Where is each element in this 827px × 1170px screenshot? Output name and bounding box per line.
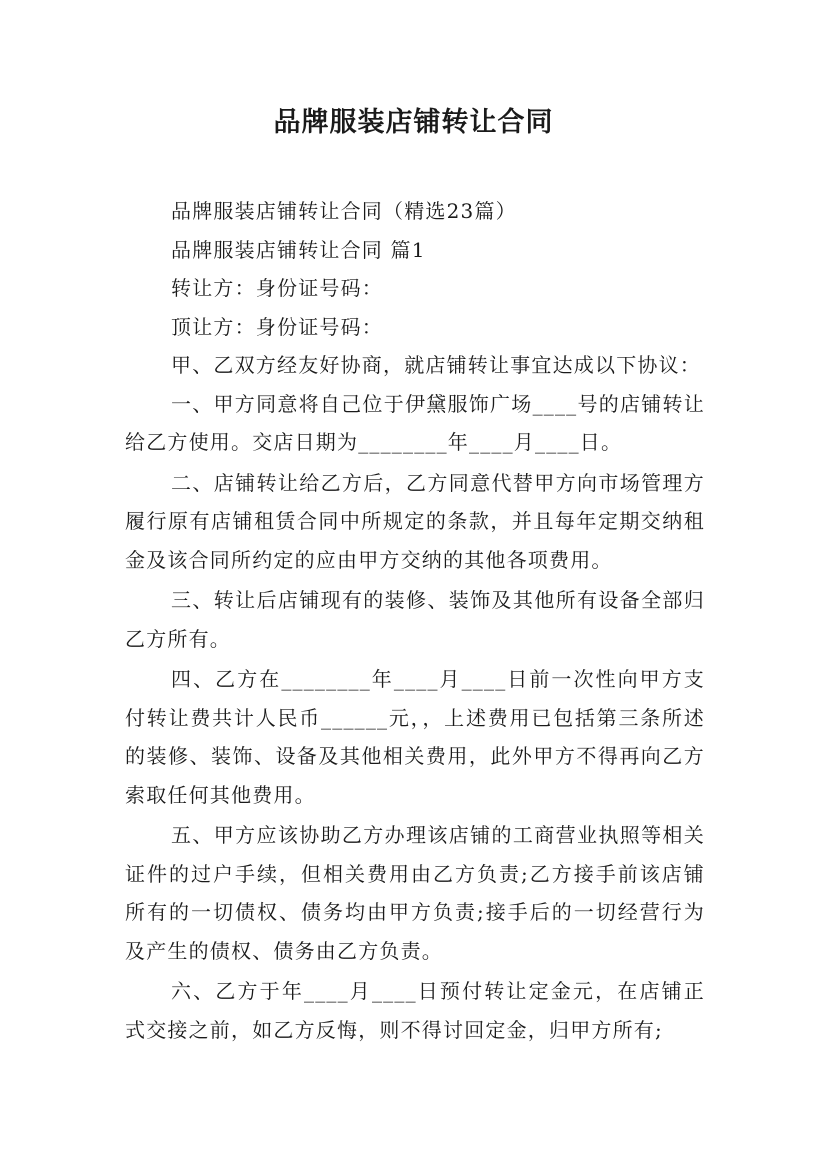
paragraph-clause-5: 五、甲方应该协助乙方办理该店铺的工商营业执照等相关证件的过户手续，但相关费用由乙方负责;乙方接手前该店铺所有的一切债权、债务均由甲方负责;接手后的一切经营行为及产生的债权、债务由乙方负责。 (125, 823, 705, 963)
paragraph-transferee: 顶让方：身份证号码： (171, 314, 383, 339)
document-body (125, 192, 705, 1049)
paragraph-article-heading: 品牌服装店铺转让合同 篇1 (171, 237, 426, 262)
paragraph-preamble: 甲、乙双方经友好协商，就店铺转让事宜达成以下协议： (171, 353, 701, 377)
paragraph-clause-2: 二、店铺转让给乙方后，乙方同意代替甲方向市场管理方履行原有店铺租赁合同中所规定的条款，并且每年定期交纳租金及该合同所约定的应由甲方交纳的其他各项费用。 (125, 470, 705, 572)
paragraph-transferor: 转让方：身份证号码： (171, 276, 383, 300)
paragraph-clause-3: 三、转让后店铺现有的装修、装饰及其他所有设备全部归乙方所有。 (125, 588, 705, 651)
paragraph-clause-6: 六、乙方于年____月____日预付转让定金元，在店铺正式交接之前，如乙方反悔，则不得讨回定金，归甲方所有; (125, 979, 705, 1042)
document-title: 品牌服装店铺转让合同 (273, 107, 554, 138)
paragraph-clause-1: 一、甲方同意将自己位于伊黛服饰广场____号的店铺转让给乙方使用。交店日期为________年____月____日。 (125, 391, 705, 454)
paragraph-subtitle: 品牌服装店铺转让合同（精选23篇） (171, 199, 517, 223)
paragraph-clause-4: 四、乙方在________年____月____日前一次性向甲方支付转让费共计人民币______元，，上述费用已包括第三条所述的装修、装饰、设备及其他相关费用，此外甲方不得再向乙方索取任何其他费用。 (125, 667, 705, 807)
